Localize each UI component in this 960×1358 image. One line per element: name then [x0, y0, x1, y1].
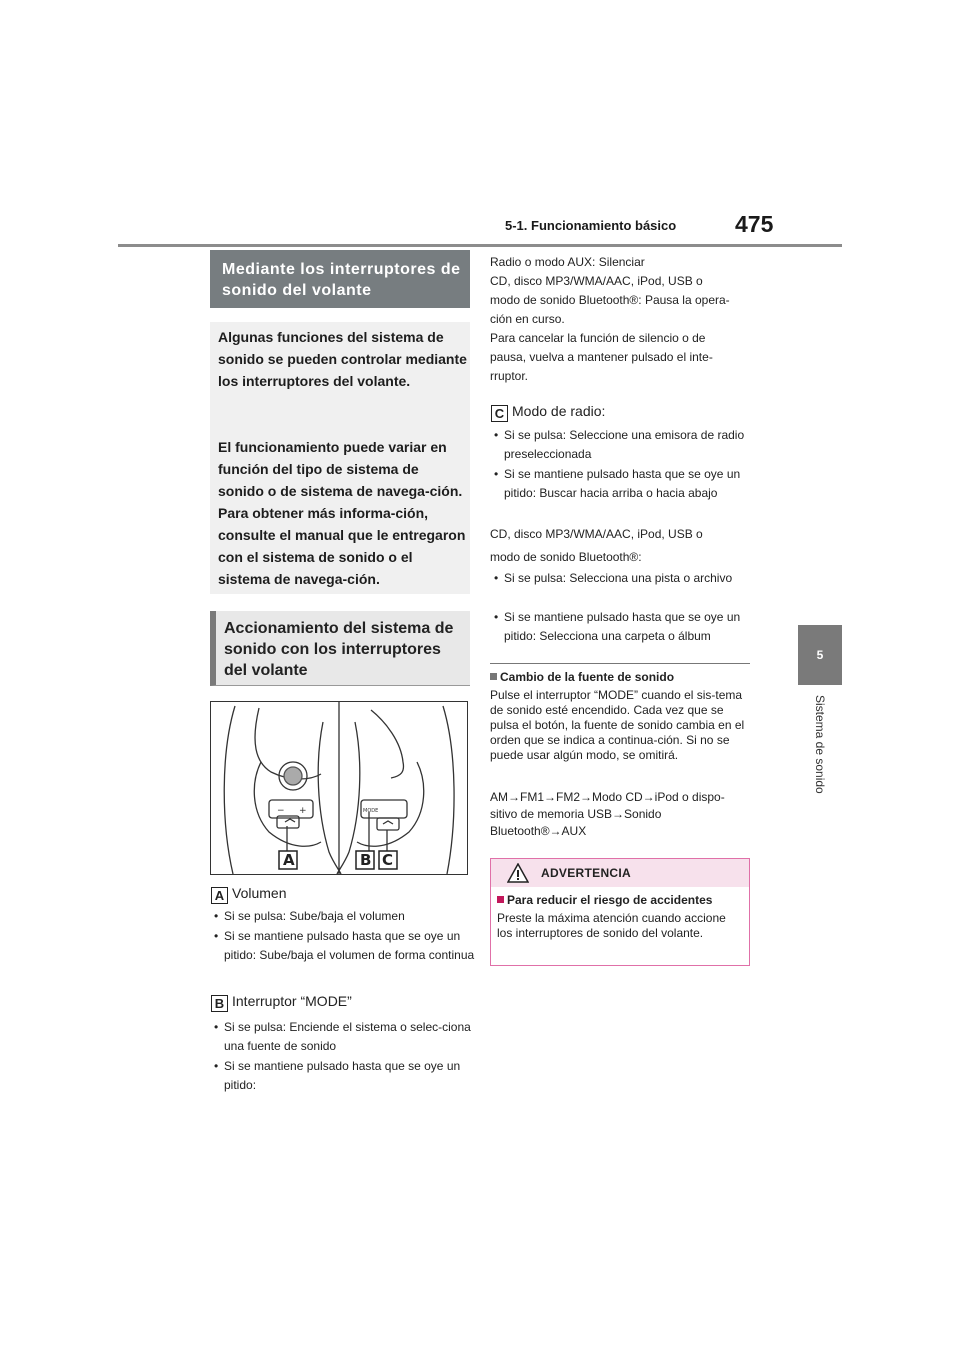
section-heading-operation: Accionamiento del sistema de sonido con los interruptores del volante	[210, 611, 470, 686]
volume-plus-mark: +	[299, 806, 307, 816]
intro-paragraph-2: El funcionamiento puede variar en función del tipo de sistema de sonido o de sistema de navega-ción. Para obtener más informa-ción, consulte el manual que le entregaron con el sistema de sonido o el sistema de navega-ción.	[218, 439, 466, 587]
warning-box	[490, 858, 750, 966]
mode-hold-details: Radio o modo AUX: Silenciar CD, disco MP3/WMA/AAC, iPod, USB o modo de sonido Bluetooth®: Pausa la opera- ción en curso. Para cancelar la función de silencio o de pausa, vuelva a mantener pulsado el inte- rruptor.	[490, 255, 730, 383]
label-b: B	[211, 995, 228, 1012]
source-order: AM→FM1→FM2→Modo CD→iPod o dispo-sitivo de memoria USB→Sonido Bluetooth®→AUX	[490, 790, 725, 838]
label-c: C	[491, 405, 508, 422]
item-c-media-line-1: CD, disco MP3/WMA/AAC, iPod, USB o	[490, 527, 703, 541]
callout-c: C	[382, 851, 394, 869]
item-b-bullet-1: • Si se pulsa: Enciende el sistema o selec-ciona una fuente de sonido	[212, 1018, 479, 1056]
label-a: A	[211, 887, 228, 904]
item-a-bullet-1: • Si se pulsa: Sube/baja el volumen	[212, 907, 479, 926]
item-c-bullet-4: • Si se mantiene pulsado hasta que se oye un pitido: Selecciona una carpeta o álbum	[492, 608, 762, 646]
item-a-title: Volumen	[232, 885, 287, 901]
source-change-heading: Cambio de la fuente de sonido	[490, 670, 674, 684]
mode-button-mark: MODE	[363, 808, 379, 814]
warning-triangle-icon	[507, 863, 529, 883]
source-change-text: Pulse el interruptor “MODE” cuando el sis-tema de sonido esté encendido. Cada vez que se pulsa el botón, la fuente de sonido cambia en el orden que se indica a continua-ción. Si no se puede usar algún modo, se omitirá.	[490, 688, 745, 762]
steering-wheel-drawing	[211, 702, 467, 874]
chapter-label: Sistema de sonido	[813, 695, 827, 794]
section-title: 5-1. Funcionamiento básico	[505, 218, 677, 233]
callout-a: A	[283, 851, 295, 869]
item-c-bullet-1: • Si se pulsa: Seleccione una emisora de radio preseleccionada	[492, 426, 762, 464]
intro-box	[210, 322, 470, 594]
item-c-title: Modo de radio:	[512, 403, 606, 419]
intro-paragraph-1: Algunas funciones del sistema de sonido se pueden controlar mediante los interruptores del volante.	[218, 329, 467, 389]
callout-b: B	[360, 851, 372, 869]
item-c-heading	[491, 403, 605, 422]
item-a-heading	[211, 885, 286, 904]
item-b-bullet-2: • Si se mantiene pulsado hasta que se oye un pitido:	[212, 1057, 479, 1095]
steering-wheel-illustration	[210, 701, 468, 875]
item-a-bullet-2: • Si se mantiene pulsado hasta que se oye un pitido: Sube/baja el volumen de forma continua	[212, 927, 479, 965]
warning-header	[491, 859, 749, 887]
chapter-tab: 5	[798, 625, 842, 685]
item-c-media-line-2: modo de sonido Bluetooth®:	[490, 550, 642, 564]
item-c-bullet-3: • Si se pulsa: Selecciona una pista o archivo	[492, 569, 762, 588]
section-heading-steering-switches: Mediante los interruptores de sonido del volante	[210, 250, 470, 308]
warning-text: Preste la máxima atención cuando accione los interruptores de sonido del volante.	[497, 911, 726, 940]
item-c-bullet-2: • Si se mantiene pulsado hasta que se oye un pitido: Buscar hacia arriba o hacia abajo	[492, 465, 762, 503]
page-number: 475	[735, 211, 774, 237]
warning-subtitle: Para reducir el riesgo de accidentes	[497, 893, 712, 907]
warning-title: ADVERTENCIA	[541, 866, 631, 880]
volume-minus-mark: −	[277, 806, 285, 816]
section-divider	[490, 663, 750, 664]
item-b-title: Interruptor “MODE”	[232, 993, 352, 1009]
item-b-heading	[211, 993, 352, 1012]
header-divider	[118, 244, 842, 247]
